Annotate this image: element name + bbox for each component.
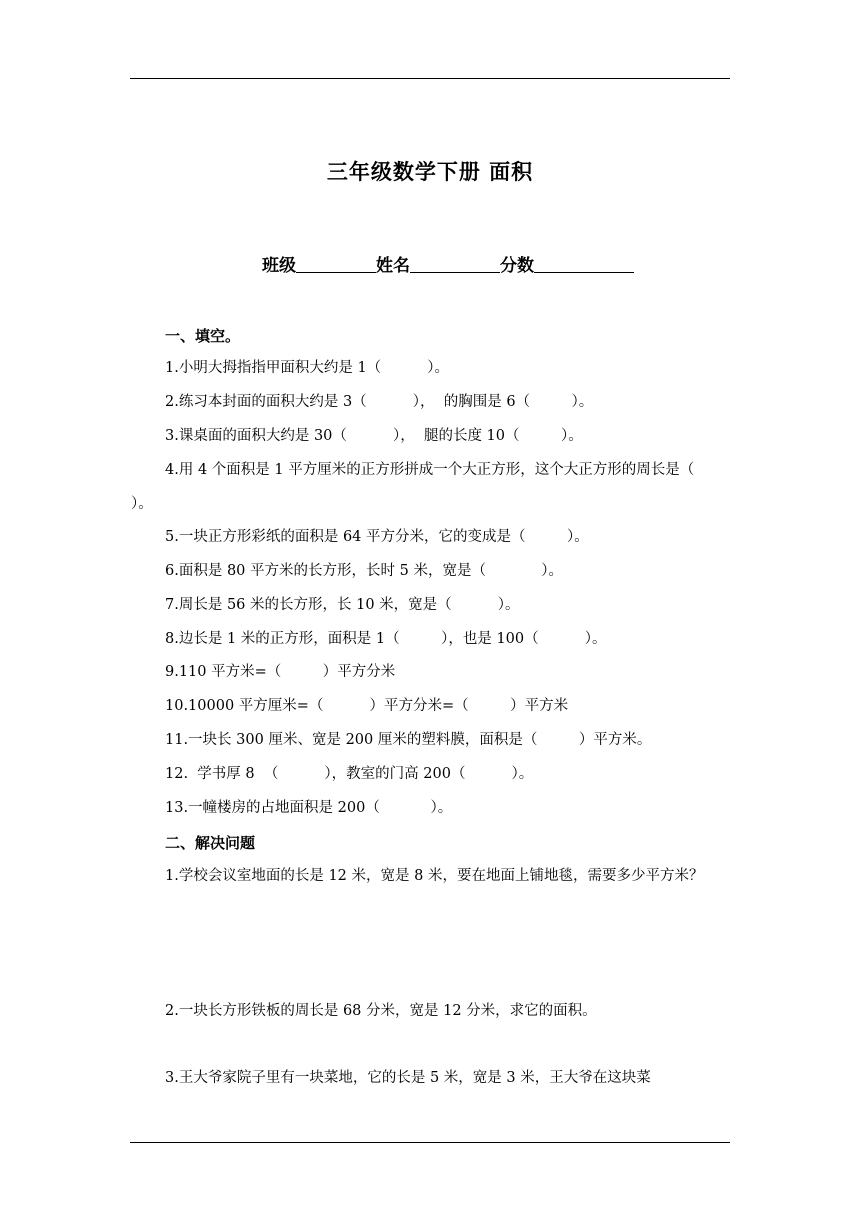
problem-3: 3.王大爷家院子里有一块菜地，它的长是 5 米，宽是 3 米，王大爷在这块菜 <box>165 1070 651 1086</box>
fill-question-7: 7.周长是 56 米的长方形，长 10 米，宽是（ ）。 <box>165 597 520 613</box>
score-blank <box>534 254 634 273</box>
fill-question-2: 2.练习本封面的面积大约是 3（ ）， 的胸围是 6（ ）。 <box>165 394 594 410</box>
fill-question-3: 3.课桌面的面积大约是 30（ ）， 腿的长度 10（ ）。 <box>165 428 583 444</box>
section-heading-problems: 二、解决问题 <box>165 834 256 852</box>
fill-question-1: 1.小明大拇指指甲面积大约是 1（ ）。 <box>165 360 450 376</box>
fill-question-4: 4.用 4 个面积是 1 平方厘米的正方形拼成一个大正方形，这个大正方形的周长是（ ）。 <box>131 462 736 512</box>
fill-question-13: 13.一幢楼房的占地面积是 200（ ）。 <box>165 800 453 816</box>
fill-question-5: 5.一块正方形彩纸的面积是 64 平方分米，它的变成是（ ）。 <box>165 529 589 545</box>
problem-2: 2.一块长方形铁板的周长是 68 分米，宽是 12 分米，求它的面积。 <box>165 1003 597 1019</box>
name-blank <box>410 254 500 273</box>
fill-question-6: 6.面积是 80 平方米的长方形，长时 5 米，宽是（ ）。 <box>165 563 564 579</box>
page-title: 三年级数学下册 面积 <box>326 160 534 184</box>
fill-question-10: 10.10000 平方厘米=（ ）平方分米=（ ）平方米 <box>165 698 569 714</box>
fill-question-8: 8.边长是 1 米的正方形，面积是 1（ ），也是 100（ ）。 <box>165 631 607 647</box>
footer-rule <box>130 1142 730 1143</box>
section-heading-fill-in: 一、填空。 <box>165 327 241 345</box>
problem-1: 1.学校会议室地面的长是 12 米，宽是 8 米，要在地面上铺地毯，需要多少平方米？ <box>165 868 704 884</box>
fill-question-9: 9.110 平方米=（ ）平方分米 <box>165 664 396 680</box>
class-blank <box>296 254 376 273</box>
fill-question-12: 12. 学书厚 8 （ ），教室的门高 200（ ）。 <box>165 766 534 782</box>
student-info-line <box>262 251 634 276</box>
class-label: 班级 <box>262 256 296 276</box>
header-rule <box>130 78 730 79</box>
score-label: 分数 <box>500 256 534 276</box>
name-label: 姓名 <box>376 256 410 276</box>
fill-question-11: 11.一块长 300 厘米、宽是 200 厘米的塑料膜，面积是（ ）平方米。 <box>165 732 652 748</box>
